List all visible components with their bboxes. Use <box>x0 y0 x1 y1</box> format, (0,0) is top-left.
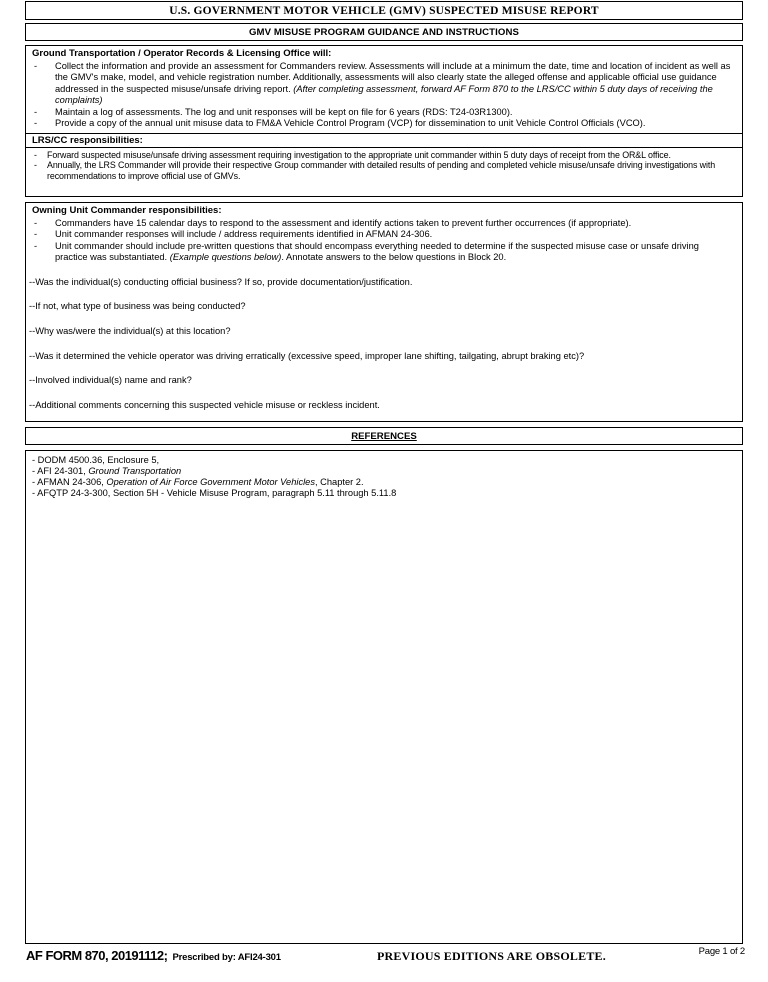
reference-item: - DODM 4500.36, Enclosure 5, <box>32 455 160 465</box>
list-item-text: Provide a copy of the annual unit misuse data to FM&A Vehicle Control Program (VCP) for dissemination to unit Vehicle Control Officials (VCO). <box>55 118 646 129</box>
reference-item: - AFI 24-301, Ground Transportation <box>32 466 182 476</box>
page-footer <box>0 946 768 968</box>
example-question: --Was the individual(s) conducting official business? If so, provide documentation/justification. <box>29 276 413 287</box>
reference-item: - AFQTP 24-3-300, Section 5H - Vehicle Misuse Program, paragraph 5.11 through 5.11.8 <box>32 488 397 498</box>
section-ground-lrs <box>25 45 743 197</box>
form-title: U.S. GOVERNMENT MOTOR VEHICLE (GMV) SUSPECTED MISUSE REPORT <box>169 4 599 17</box>
form-number: AF FORM 870, 20191112; <box>26 948 168 963</box>
list-item <box>26 229 742 241</box>
list-item-text: Unit commander should include pre-written questions that should encompass everything needed to determine if the suspected misuse case or unsafe driving practice was substantiated. (Example questions below). Annotate answers to the below questions in Block 20. <box>55 240 699 263</box>
list-item <box>26 107 742 119</box>
guidance-title: GMV MISUSE PROGRAM GUIDANCE AND INSTRUCTIONS <box>248 26 519 38</box>
list-item-text: Forward suspected misuse/unsafe driving assessment requiring investigation to the appropriate unit commander within 5 duty days of receipt from the OR&L office. <box>47 150 671 161</box>
lrs-heading: LRS/CC responsibilities: <box>26 134 742 148</box>
form-title-bar <box>25 1 743 20</box>
list-item <box>26 160 742 181</box>
list-item-text: Annually, the LRS Commander will provide their respective Group commander with detailed results of pending and completed vehicle misuse/unsafe driving investigations with recommendations to improve official use of GMVs. <box>47 160 716 181</box>
reference-item: - AFMAN 24-306, Operation of Air Force Government Motor Vehicles, Chapter 2. <box>32 477 364 487</box>
references-header-bar <box>25 427 743 445</box>
list-item <box>26 241 742 264</box>
guidance-bar <box>25 23 743 41</box>
example-question: --If not, what type of business was being conducted? <box>29 301 246 312</box>
references-box <box>25 450 743 944</box>
bullet-marker: - <box>34 229 38 240</box>
list-item <box>26 218 742 230</box>
lrs-bullets <box>26 150 742 181</box>
list-item <box>26 118 742 130</box>
bullet-marker: - <box>34 150 37 161</box>
list-item-text: Collect the information and provide an assessment for Commanders review. Assessments will include at a minimum the date, time and location of incident as well as the GMV's make, model, and vehicle registration number. Additionally, assessments will also clearly state the alleged offense and applicable official use guidance addressed in the suspected misuse/unsafe driving report. (After completing assessment, forward AF Form 870 to the LRS/CC within 5 duty days of receiving the complaints) <box>55 60 731 106</box>
footer-left <box>26 948 281 963</box>
references-heading: REFERENCES <box>351 430 417 442</box>
ground-bullets <box>26 61 742 131</box>
bullet-marker: - <box>34 240 38 251</box>
obsolete-notice: PREVIOUS EDITIONS ARE OBSOLETE. <box>377 949 606 963</box>
bullet-marker: - <box>34 118 38 129</box>
list-item <box>26 61 742 107</box>
example-question: --Additional comments concerning this suspected vehicle misuse or reckless incident. <box>29 399 380 410</box>
prescribed-by: Prescribed by: AFI24-301 <box>172 952 281 963</box>
list-item-text: Maintain a log of assessments. The log and unit responses will be kept on file for 6 years (RDS: T24-03R1300). <box>55 106 513 117</box>
ground-heading: Ground Transportation / Operator Records & Licensing Office will: <box>32 48 332 59</box>
example-question: --Was it determined the vehicle operator was driving erratically (excessive speed, improper lane shifting, tailgating, abrupt braking etc)? <box>29 350 585 361</box>
page-number: Page 1 of 2 <box>698 946 745 957</box>
owning-bullets <box>26 218 742 264</box>
bullet-marker: - <box>34 217 38 228</box>
section-owning-unit <box>25 202 743 422</box>
owning-heading: Owning Unit Commander responsibilities: <box>32 205 222 216</box>
bullet-marker: - <box>34 60 38 71</box>
list-item <box>26 150 742 160</box>
example-question: --Involved individual(s) name and rank? <box>29 375 192 386</box>
bullet-marker: - <box>34 106 38 117</box>
example-question: --Why was/were the individual(s) at this location? <box>29 326 231 337</box>
list-item-text: Commanders have 15 calendar days to respond to the assessment and identify actions taken to prevent further occurrences (if appropriate). <box>55 217 632 228</box>
list-item-text: Unit commander responses will include / address requirements identified in AFMAN 24-306. <box>55 229 433 240</box>
bullet-marker: - <box>34 160 37 171</box>
